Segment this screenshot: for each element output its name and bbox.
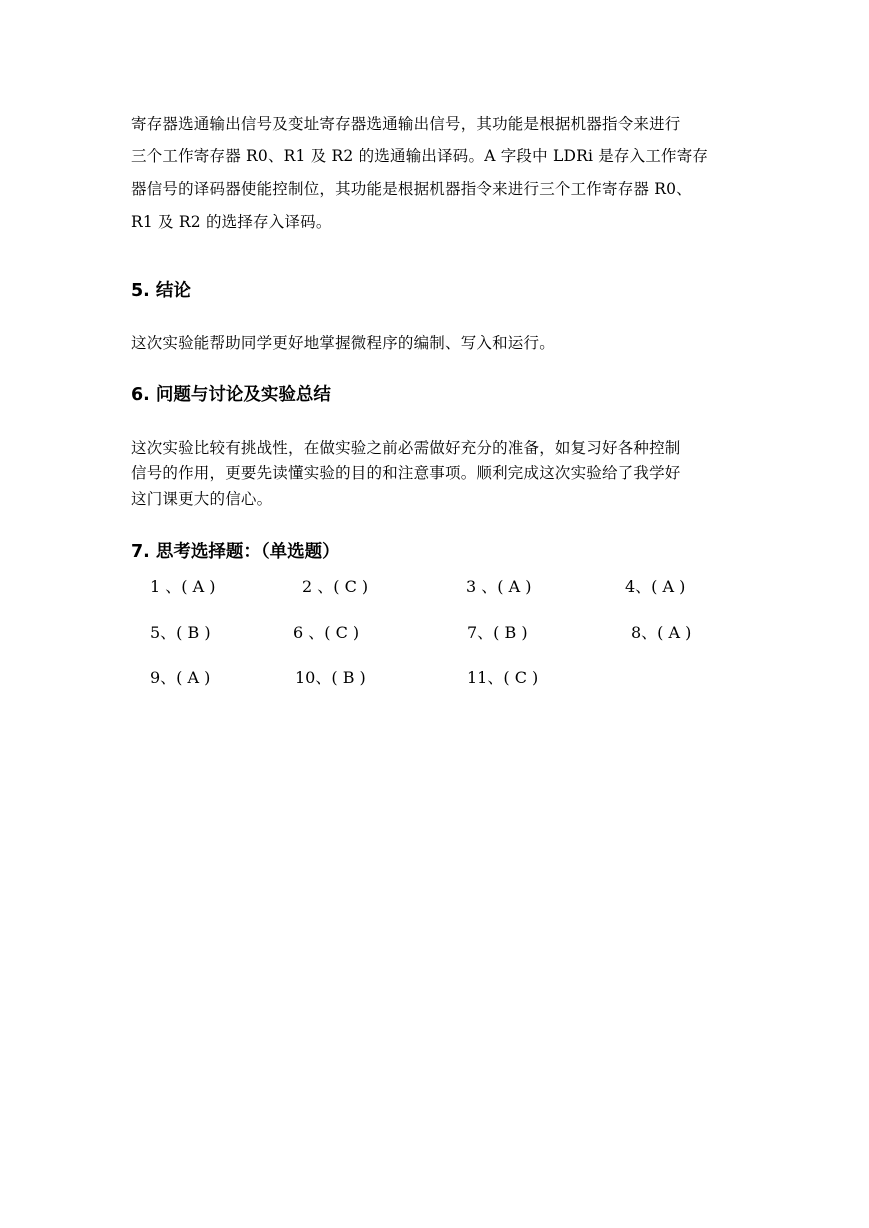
section-6-line-3: 这门课更大的信心。: [131, 490, 273, 508]
section-6-line-1: 这次实验比较有挑战性，在做实验之前必需做好充分的准备，如复习好各种控制: [131, 439, 681, 457]
answer-5: 5、( B ): [150, 623, 211, 642]
answer-6: 6 、( C ): [293, 623, 360, 642]
answer-8: 8、( A ): [631, 623, 692, 642]
section-6-line-2: 信号的作用，更要先读懂实验的目的和注意事项。顺利完成这次实验给了我学好: [131, 464, 681, 482]
answer-4: 4、( A ): [625, 577, 686, 596]
intro-line-4: R1 及 R2 的选择存入译码。: [131, 213, 332, 231]
intro-line-1: 寄存器选通输出信号及变址寄存器选通输出信号，其功能是根据机器指令来进行: [131, 115, 681, 133]
section-5-line-1: 这次实验能帮助同学更好地掌握微程序的编制、写入和运行。: [131, 334, 555, 352]
answer-11: 11、( C ): [467, 668, 539, 687]
intro-line-3: 器信号的译码器使能控制位，其功能是根据机器指令来进行三个工作寄存器 R0、: [131, 180, 692, 198]
section-7-heading: 7. 思考选择题：（单选题）: [131, 542, 340, 562]
section-6-heading: 6. 问题与讨论及实验总结: [131, 385, 331, 405]
answer-1: 1 、( A ): [150, 577, 216, 596]
answer-9: 9、( A ): [150, 668, 211, 687]
answer-3: 3 、( A ): [466, 577, 532, 596]
answer-2: 2 、( C ): [302, 577, 369, 596]
intro-line-2: 三个工作寄存器 R0、R1 及 R2 的选通输出译码。A 字段中 LDRi 是存入工作寄存: [131, 147, 709, 165]
section-5-heading: 5. 结论: [131, 281, 191, 301]
answer-7: 7、( B ): [467, 623, 528, 642]
answer-10: 10、( B ): [295, 668, 366, 687]
